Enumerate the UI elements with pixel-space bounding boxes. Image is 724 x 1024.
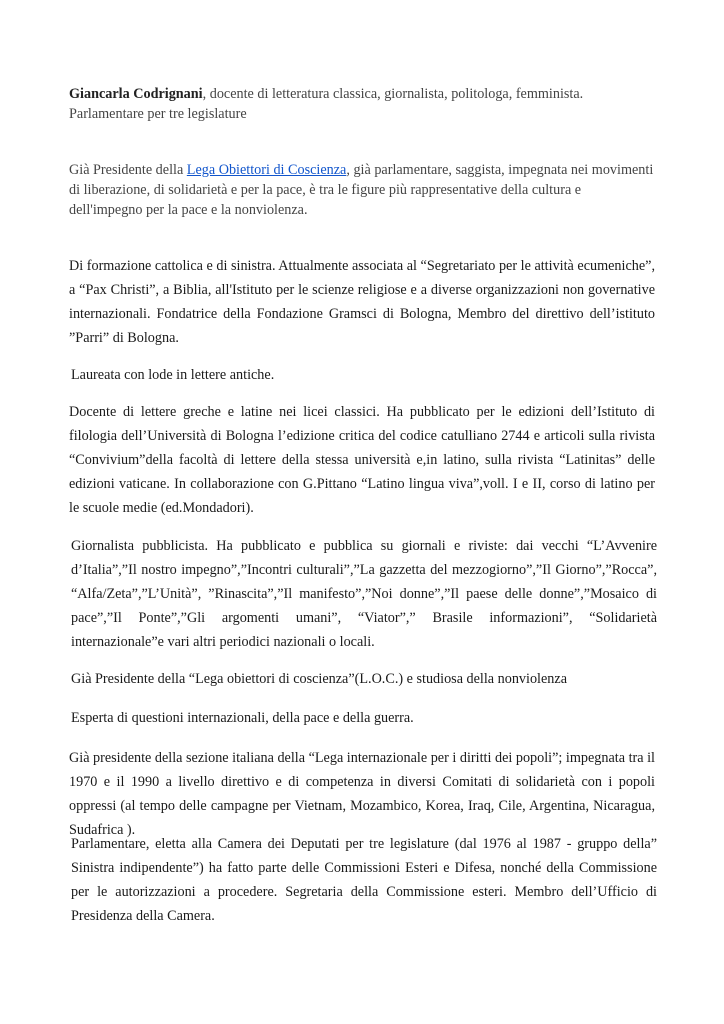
paragraph-loc-studiosa: Già Presidente della “Lega obiettori di coscienza”(L.O.C.) e studiosa della nonviolenza <box>71 671 567 687</box>
paragraph-formazione: Di formazione cattolica e di sinistra. Attualmente associata al “Segretariato per le attività ecumeniche”, a “Pax Christi”, a Biblia, all'Istituto per le scienze religiose e a diverse organizzazioni non governative internazionali. Fondatrice della Fondazione Gramsci di Bologna, Membro del direttivo dell’istituto ”Parri” di Bologna. <box>69 258 655 346</box>
p1-before: Già Presidente della <box>69 162 187 178</box>
lega-obiettori-link[interactable]: Lega Obiettori di Coscienza <box>186 162 347 178</box>
paragraph-giornalista: Giornalista pubblicista. Ha pubblicato e pubblica su giornali e riviste: dai vecchi “L’Avvenire d’Italia”,”Il nostro impegno”,”Incontri culturali”,”La gazzetta del mezzogiorno”,”Il Giorno”,”Rocca”, “Alfa/Zeta”,”L’Unità”, ”Rinascita”,”Il manifesto”,”Noi donne”,”Il paese delle donne”,”Mosaico di pace”,”Il Ponte”,”Gli argomenti umani”, “Viator”,” Brasile informazioni”, “Solidarietà internazionale”e vari altri periodici nazionali o locali. <box>71 538 657 650</box>
paragraph-docente: Docente di lettere greche e latine nei licei classici. Ha pubblicato per le edizioni dell’Istituto di filologia dell’Università di Bologna l’edizione critica del codice catulliano 2744 e articoli sulla rivista “Convivium”della facoltà di lettere della stessa università e,in latino, sulla rivista “Latinitas” delle edizioni vaticane. In collaborazione con G.Pittano “Latino lingua viva”,voll. I e II, corso di latino per le scuole medie (ed.Mondadori). <box>69 404 655 516</box>
intro-paragraph <box>69 84 655 124</box>
p1-after: , già parlamentare, saggista, impegnata nei movimenti di liberazione, di solidarietà e per la pace, è tra le figure più rappresentative della cultura e dell'impegno per la pace e la nonviolenza. <box>69 162 654 218</box>
paragraph-parlamentare: Parlamentare, eletta alla Camera dei Deputati per tre legislature (dal 1976 al 1987 - gruppo della” Sinistra indipendente”) ha fatto parte delle Commissioni Esteri e Difesa, nonché della Commissione per le autorizzazioni a procedere. Segretaria della Commissione esteri. Membro dell’Ufficio di Presidenza della Camera. <box>71 836 657 924</box>
paragraph-lega-popoli: Già presidente della sezione italiana della “Lega internazionale per i diritti dei popoli”; impegnata tra il 1970 e il 1990 a livello direttivo e di competenza in diversi Comitati di solidarietà con i popoli oppressi (al tempo delle campagne per Vietnam, Mozambico, Korea, Iraq, Cile, Argentina, Nicaragua, Sudafrica ). <box>69 750 655 838</box>
intro-text: , docente di letteratura classica, giornalista, politologa, femminista. Parlamentare per tre legislature <box>69 86 584 122</box>
paragraph-esperta: Esperta di questioni internazionali, della pace e della guerra. <box>71 710 414 726</box>
person-name: Giancarla Codrignani <box>69 86 203 102</box>
paragraph-laureata: Laureata con lode in lettere antiche. <box>71 367 275 383</box>
paragraph-loc-president <box>69 160 655 220</box>
